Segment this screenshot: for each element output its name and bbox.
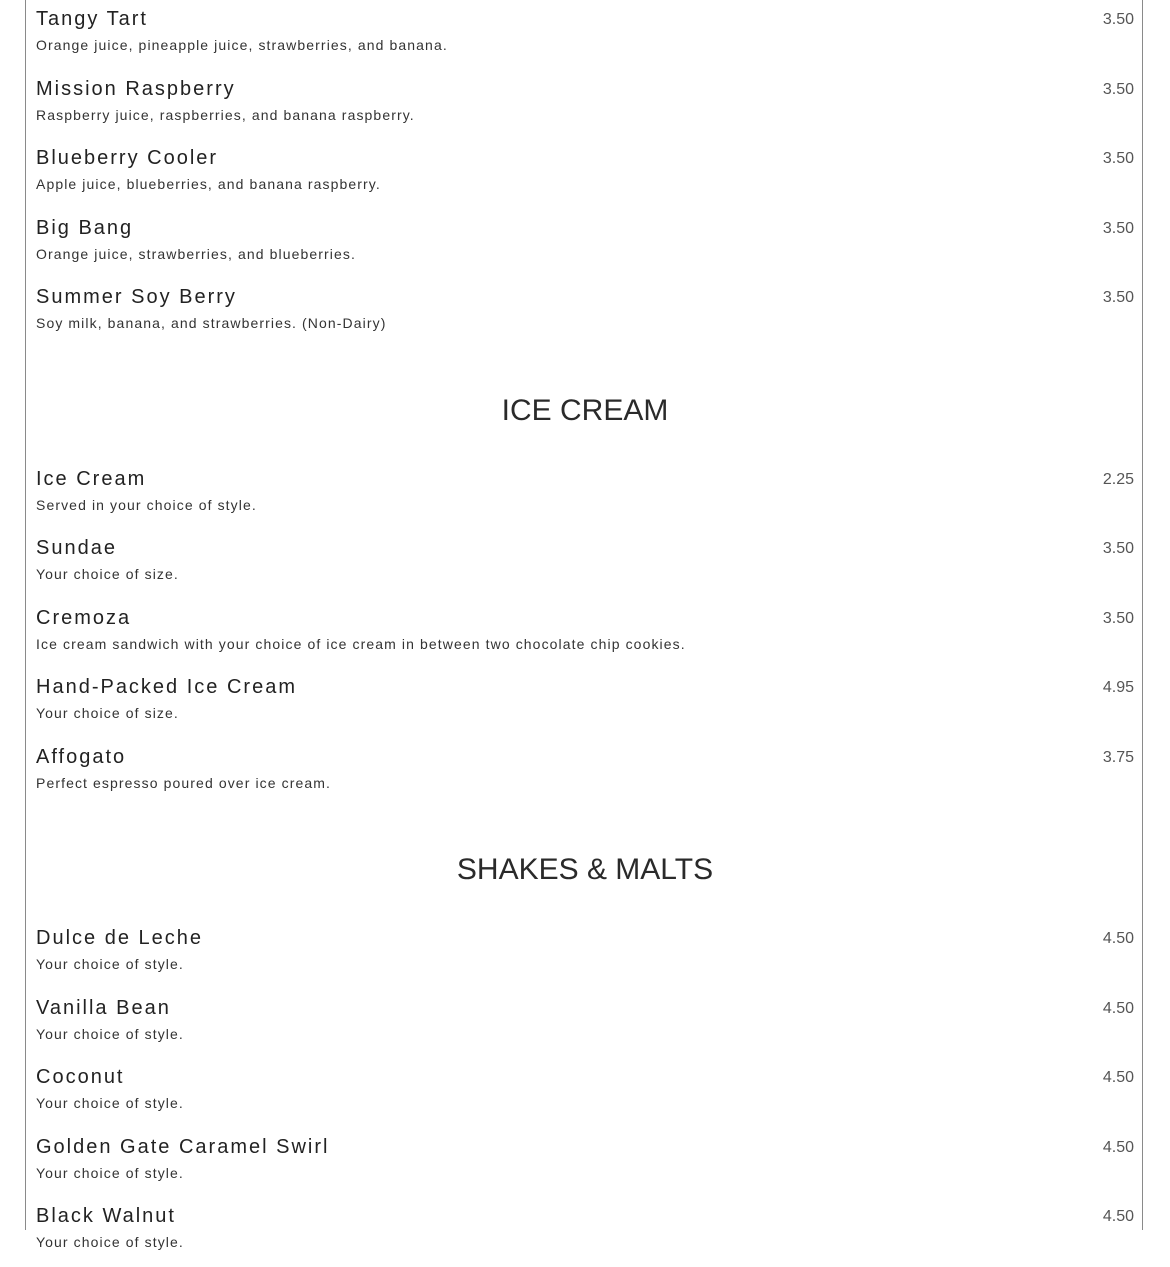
item-name: Ice Cream (36, 467, 147, 490)
menu-item (36, 989, 1134, 1059)
menu-section-shakes-malts (36, 807, 1134, 1267)
item-price: 4.50 (1102, 930, 1134, 947)
menu-item (36, 738, 1134, 808)
item-description: Orange juice, pineapple juice, strawberries, and banana. (36, 37, 448, 53)
item-description: Your choice of style. (36, 956, 184, 972)
item-price: 4.50 (1102, 1208, 1134, 1225)
menu-item (36, 139, 1134, 209)
menu-item (36, 1197, 1134, 1267)
item-price: 3.50 (1102, 150, 1134, 167)
menu-content (36, 0, 1134, 1267)
menu-section-smoothies (36, 0, 1134, 348)
item-name: Blueberry Cooler (36, 147, 219, 169)
menu-item (36, 70, 1134, 140)
item-name: Black Walnut (36, 1205, 176, 1227)
menu-item (36, 529, 1134, 599)
item-description: Orange juice, strawberries, and blueberries. (36, 245, 356, 262)
item-name: Tangy Tart (36, 8, 148, 30)
menu-item (36, 599, 1134, 669)
item-description: Soy milk, banana, and strawberries. (Non-Dairy) (36, 315, 387, 331)
item-description: Your choice of style. (36, 1234, 184, 1250)
section-title: ICE CREAM (501, 393, 669, 427)
item-name: Big Bang (36, 216, 134, 239)
item-name: Summer Soy Berry (36, 286, 237, 308)
item-price: 2.25 (1102, 470, 1134, 488)
menu-item (36, 209, 1134, 279)
menu-item (36, 1058, 1134, 1128)
section-heading (36, 348, 1134, 460)
item-description: Served in your choice of style. (36, 496, 257, 513)
item-price: 4.95 (1102, 679, 1134, 696)
item-name: Golden Gate Caramel Swirl (36, 1135, 330, 1158)
item-description: Perfect espresso poured over ice cream. (36, 774, 332, 791)
item-price: 3.50 (1102, 219, 1134, 237)
item-price: 3.50 (1102, 11, 1134, 28)
item-name: Vanilla Bean (36, 996, 171, 1019)
item-price: 4.50 (1102, 1138, 1134, 1156)
section-title: SHAKES & MALTS (456, 853, 714, 886)
menu-item (36, 1128, 1134, 1198)
menu-item (36, 460, 1134, 530)
item-name: Sundae (36, 537, 117, 559)
item-price: 4.50 (1102, 1069, 1134, 1086)
item-name: Mission Raspberry (36, 77, 236, 100)
item-name: Cremoza (36, 606, 132, 629)
menu-item (36, 668, 1134, 738)
menu-section-ice-cream (36, 348, 1134, 808)
item-description: Apple juice, blueberries, and banana raspberry. (36, 176, 381, 192)
item-description: Raspberry juice, raspberries, and banana raspberry. (36, 106, 415, 123)
item-description: Your choice of style. (36, 1164, 184, 1181)
item-price: 3.50 (1102, 609, 1134, 627)
item-description: Your choice of style. (36, 1095, 184, 1111)
item-price: 4.50 (1102, 999, 1134, 1017)
item-description: Your choice of size. (36, 705, 179, 721)
item-price: 3.75 (1102, 748, 1134, 766)
item-name: Coconut (36, 1066, 125, 1088)
item-name: Dulce de Leche (36, 927, 203, 949)
item-description: Ice cream sandwich with your choice of ice cream in between two chocolate chip cookies. (36, 635, 686, 652)
item-price: 3.50 (1102, 289, 1134, 306)
item-price: 3.50 (1102, 540, 1134, 557)
item-price: 3.50 (1102, 80, 1134, 98)
item-description: Your choice of style. (36, 1025, 184, 1042)
section-heading (36, 807, 1134, 919)
menu-item (36, 0, 1134, 70)
item-name: Hand-Packed Ice Cream (36, 676, 297, 698)
menu-item (36, 919, 1134, 989)
item-description: Your choice of size. (36, 566, 179, 582)
item-name: Affogato (36, 745, 127, 768)
menu-item (36, 278, 1134, 348)
